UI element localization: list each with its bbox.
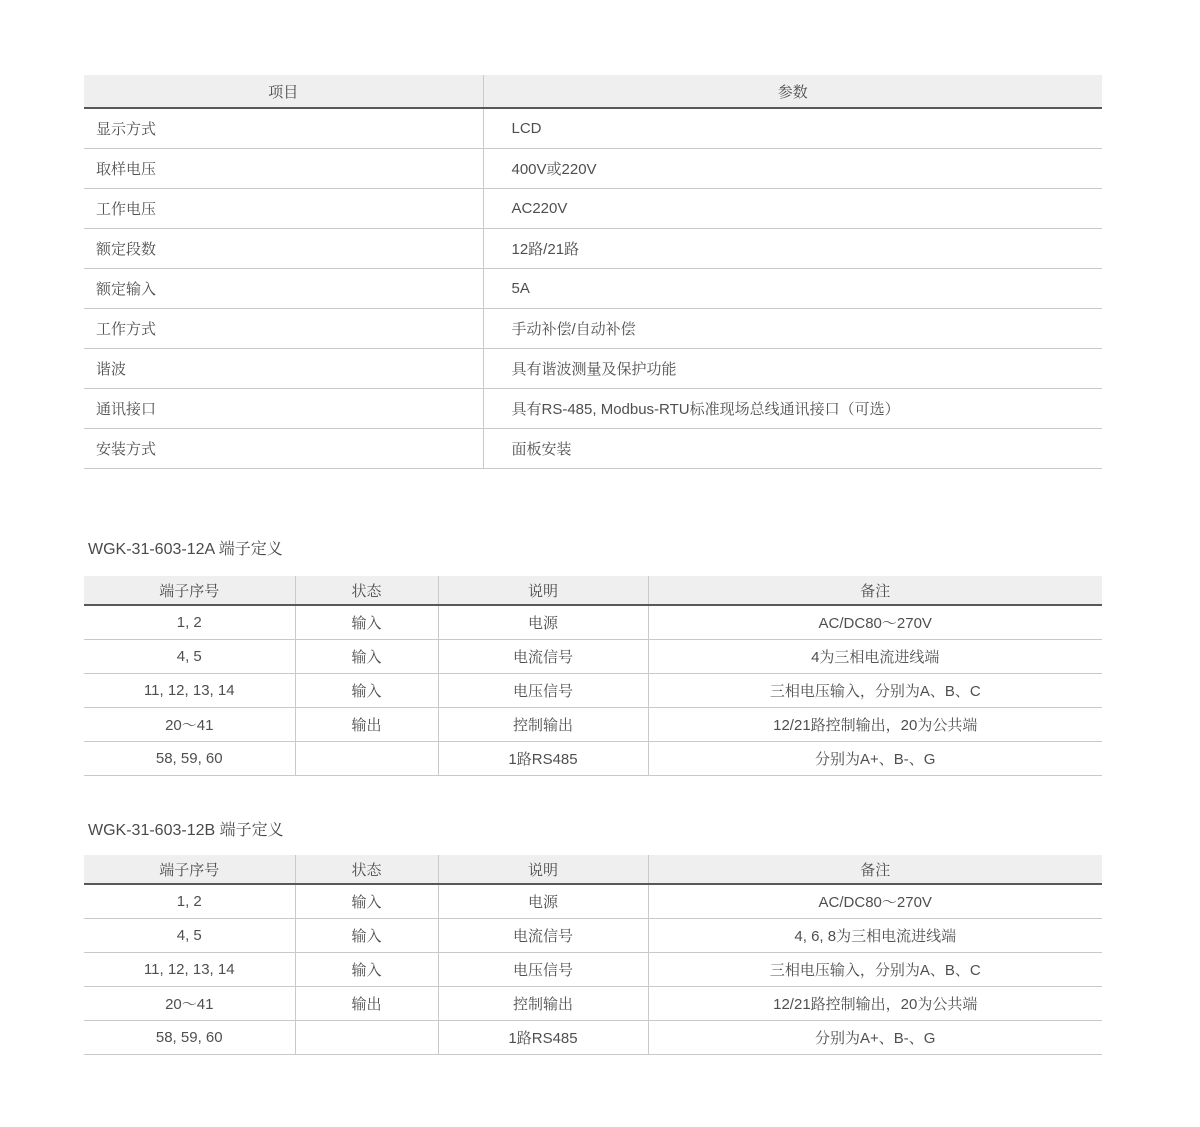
spec-header-row xyxy=(84,75,1102,108)
terminal-number: 4, 5 xyxy=(84,639,295,673)
table-row xyxy=(84,388,1102,428)
terminal-header-number: 端子序号 xyxy=(84,576,295,605)
spec-param: 400V或220V xyxy=(483,148,1102,188)
terminal-state: 输入 xyxy=(295,884,438,918)
table-row xyxy=(84,673,1102,707)
terminal-number: 4, 5 xyxy=(84,918,295,952)
terminal-number: 20～41 xyxy=(84,986,295,1020)
spec-param: 面板安装 xyxy=(483,428,1102,468)
terminal-desc: 控制输出 xyxy=(438,986,648,1020)
terminal-state: 输入 xyxy=(295,673,438,707)
table-row xyxy=(84,605,1102,639)
table-row xyxy=(84,188,1102,228)
terminal-header-number: 端子序号 xyxy=(84,855,295,884)
spec-item: 额定段数 xyxy=(84,228,483,268)
spec-param: 具有RS-485, Modbus-RTU标准现场总线通讯接口（可选） xyxy=(483,388,1102,428)
table-row xyxy=(84,228,1102,268)
table-row xyxy=(84,108,1102,148)
terminal-number: 58, 59, 60 xyxy=(84,741,295,775)
terminal-remark: 三相电压输入，分别为A、B、C xyxy=(648,952,1102,986)
terminal-state xyxy=(295,1020,438,1054)
terminal-desc: 1路RS485 xyxy=(438,1020,648,1054)
table-row xyxy=(84,918,1102,952)
table-row xyxy=(84,348,1102,388)
terminal-remark: 三相电压输入，分别为A、B、C xyxy=(648,673,1102,707)
terminal-number: 1, 2 xyxy=(84,605,295,639)
terminal-remark: 12/21路控制输出，20为公共端 xyxy=(648,986,1102,1020)
spec-header-item: 项目 xyxy=(84,75,483,108)
terminal-table-b xyxy=(84,855,1102,1055)
terminal-table-b-title: WGK-31-603-12B 端子定义 xyxy=(88,822,284,839)
terminal-remark: 12/21路控制输出，20为公共端 xyxy=(648,707,1102,741)
terminal-header-state: 状态 xyxy=(295,855,438,884)
table-row xyxy=(84,741,1102,775)
terminal-header-remark: 备注 xyxy=(648,576,1102,605)
terminal-desc: 1路RS485 xyxy=(438,741,648,775)
terminal-header-state: 状态 xyxy=(295,576,438,605)
terminal-remark: AC/DC80～270V xyxy=(648,884,1102,918)
terminal-header-remark: 备注 xyxy=(648,855,1102,884)
terminal-table-a-title: WGK-31-603-12A 端子定义 xyxy=(88,541,283,558)
terminal-desc: 控制输出 xyxy=(438,707,648,741)
terminal-number: 11, 12, 13, 14 xyxy=(84,952,295,986)
terminal-table-a xyxy=(84,576,1102,776)
terminal-number: 11, 12, 13, 14 xyxy=(84,673,295,707)
terminal-desc: 电压信号 xyxy=(438,673,648,707)
terminal-desc: 电源 xyxy=(438,884,648,918)
spec-param: AC220V xyxy=(483,188,1102,228)
terminal-desc: 电源 xyxy=(438,605,648,639)
spec-header-param: 参数 xyxy=(483,75,1102,108)
spec-param: 12路/21路 xyxy=(483,228,1102,268)
terminal-number: 1, 2 xyxy=(84,884,295,918)
terminal-state xyxy=(295,741,438,775)
spec-item: 工作电压 xyxy=(84,188,483,228)
table-row xyxy=(84,884,1102,918)
terminal-remark: AC/DC80～270V xyxy=(648,605,1102,639)
table-row xyxy=(84,428,1102,468)
terminal-remark: 4, 6, 8为三相电流进线端 xyxy=(648,918,1102,952)
terminal-header-row xyxy=(84,855,1102,884)
spec-table xyxy=(84,75,1102,469)
spec-item: 显示方式 xyxy=(84,108,483,148)
terminal-remark: 分别为A+、B-、G xyxy=(648,741,1102,775)
terminal-header-desc: 说明 xyxy=(438,855,648,884)
spec-param: 具有谐波测量及保护功能 xyxy=(483,348,1102,388)
terminal-state: 输出 xyxy=(295,707,438,741)
terminal-state: 输入 xyxy=(295,639,438,673)
table-row xyxy=(84,268,1102,308)
table-row xyxy=(84,639,1102,673)
table-row xyxy=(84,707,1102,741)
table-row xyxy=(84,952,1102,986)
spec-param: 5A xyxy=(483,268,1102,308)
table-row xyxy=(84,986,1102,1020)
table-row xyxy=(84,1020,1102,1054)
terminal-remark: 4为三相电流进线端 xyxy=(648,639,1102,673)
spec-item: 安装方式 xyxy=(84,428,483,468)
table-row xyxy=(84,308,1102,348)
terminal-state: 输出 xyxy=(295,986,438,1020)
spec-item: 取样电压 xyxy=(84,148,483,188)
terminal-state: 输入 xyxy=(295,918,438,952)
terminal-desc: 电流信号 xyxy=(438,918,648,952)
spec-item: 工作方式 xyxy=(84,308,483,348)
terminal-state: 输入 xyxy=(295,605,438,639)
spec-item: 额定输入 xyxy=(84,268,483,308)
terminal-header-row xyxy=(84,576,1102,605)
spec-param: 手动补偿/自动补偿 xyxy=(483,308,1102,348)
terminal-desc: 电压信号 xyxy=(438,952,648,986)
terminal-desc: 电流信号 xyxy=(438,639,648,673)
terminal-state: 输入 xyxy=(295,952,438,986)
spec-param: LCD xyxy=(483,108,1102,148)
spec-item: 谐波 xyxy=(84,348,483,388)
spec-item: 通讯接口 xyxy=(84,388,483,428)
table-row xyxy=(84,148,1102,188)
terminal-remark: 分别为A+、B-、G xyxy=(648,1020,1102,1054)
terminal-header-desc: 说明 xyxy=(438,576,648,605)
terminal-number: 58, 59, 60 xyxy=(84,1020,295,1054)
terminal-number: 20～41 xyxy=(84,707,295,741)
